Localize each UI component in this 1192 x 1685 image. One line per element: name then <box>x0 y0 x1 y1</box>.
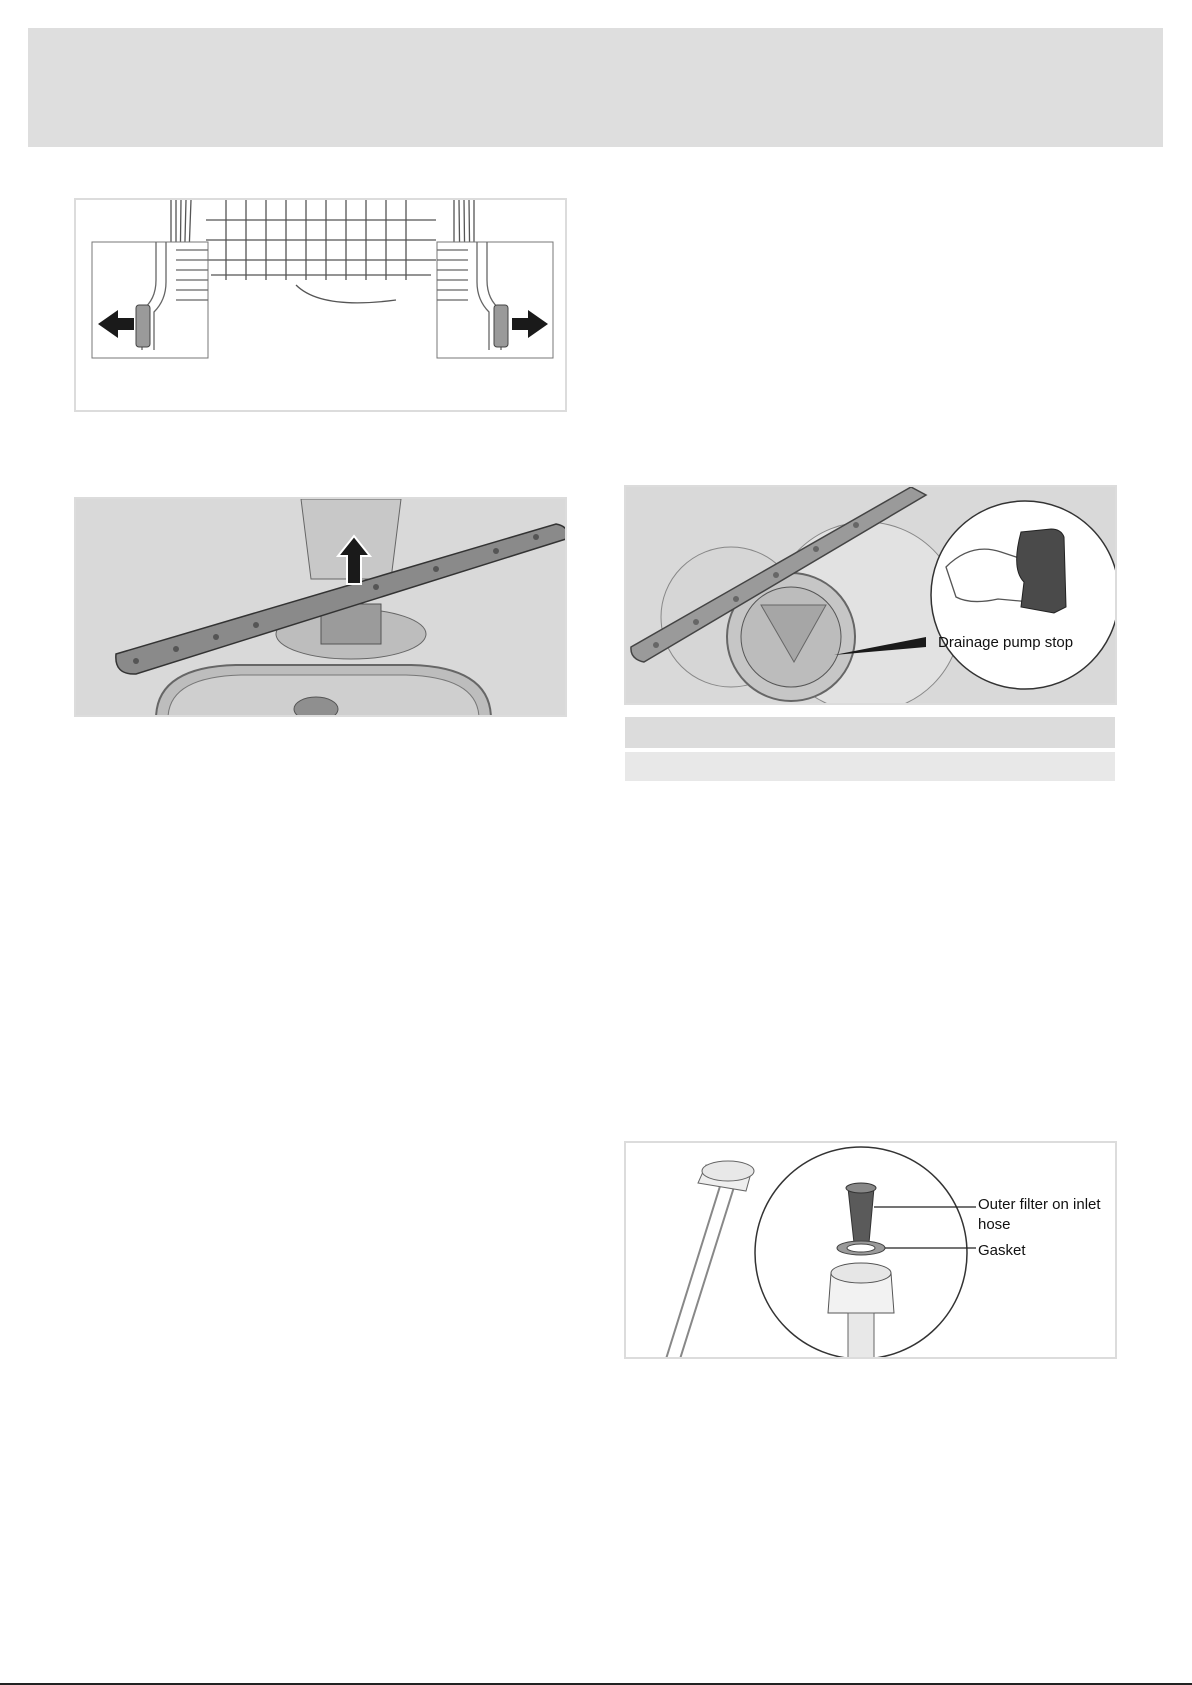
table-header-bar <box>625 717 1115 748</box>
table-row-bar <box>625 752 1115 781</box>
figure-basket-rails <box>74 198 567 412</box>
header-band <box>28 28 1163 147</box>
spray-arm-illustration <box>76 499 567 717</box>
basket-illustration <box>76 200 567 412</box>
callout-outer-filter: Outer filter on inlet hose <box>978 1196 1101 1233</box>
figure-drainage-pump <box>624 485 1117 705</box>
drainage-pump-illustration <box>626 487 1117 705</box>
figure-spray-arm <box>74 497 567 717</box>
callout-gasket: Gasket <box>978 1242 1026 1259</box>
figure-inlet-filter <box>624 1141 1117 1359</box>
callout-drainage-pump-stop: Drainage pump stop <box>938 634 1074 651</box>
